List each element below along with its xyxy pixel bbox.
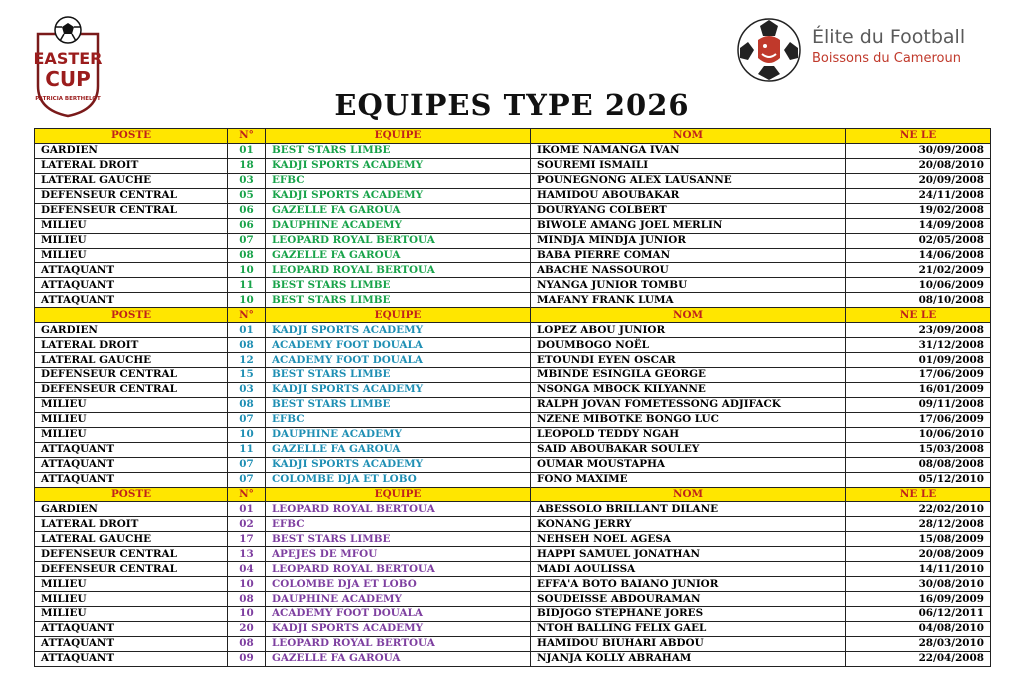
birth-date-cell: 21/02/2009 — [846, 263, 991, 278]
position-cell: LATERAL DROIT — [35, 517, 228, 532]
birth-date-cell: 14/11/2010 — [846, 562, 991, 577]
number-cell: 08 — [228, 636, 266, 651]
birth-date-cell: 08/10/2008 — [846, 293, 991, 308]
table-row — [35, 592, 991, 607]
table-row — [35, 382, 991, 397]
number-cell: 02 — [228, 517, 266, 532]
player-name-cell: HAMIDOU BIUHARI ABDOU — [531, 636, 846, 651]
number-cell: 11 — [228, 278, 266, 293]
team-cell: EFBC — [266, 412, 531, 427]
position-cell: MILIEU — [35, 412, 228, 427]
number-cell: 04 — [228, 562, 266, 577]
position-cell: MILIEU — [35, 427, 228, 442]
team-cell: ACADEMY FOOT DOUALA — [266, 353, 531, 368]
header-equipe: EQUIPE — [266, 129, 531, 144]
number-cell: 08 — [228, 338, 266, 353]
header-equipe: EQUIPE — [266, 487, 531, 502]
team-cell: EFBC — [266, 517, 531, 532]
birth-date-cell: 15/03/2008 — [846, 442, 991, 457]
birth-date-cell: 23/09/2008 — [846, 323, 991, 338]
header-poste: POSTE — [35, 308, 228, 323]
player-name-cell: POUNEGNONG ALEX LAUSANNE — [531, 173, 846, 188]
position-cell: ATTAQUANT — [35, 263, 228, 278]
team-cell: BEST STARS LIMBE — [266, 368, 531, 383]
position-cell: GARDIEN — [35, 143, 228, 158]
header-ne-le: NE LE — [846, 308, 991, 323]
number-cell: 10 — [228, 293, 266, 308]
page-title: EQUIPES TYPE 2026 — [334, 88, 690, 122]
number-cell: 07 — [228, 233, 266, 248]
team-cell: BEST STARS LIMBE — [266, 397, 531, 412]
number-cell: 05 — [228, 188, 266, 203]
header-ne-le: NE LE — [846, 129, 991, 144]
table-row — [35, 173, 991, 188]
team-cell: BEST STARS LIMBE — [266, 278, 531, 293]
position-cell: DEFENSEUR CENTRAL — [35, 547, 228, 562]
team-cell: GAZELLE FA GAROUA — [266, 651, 531, 666]
number-cell: 11 — [228, 442, 266, 457]
team-cell: KADJI SPORTS ACADEMY — [266, 382, 531, 397]
table-row — [35, 502, 991, 517]
team-cell: ACADEMY FOOT DOUALA — [266, 338, 531, 353]
player-name-cell: NJANJA KOLLY ABRAHAM — [531, 651, 846, 666]
position-cell: DEFENSEUR CENTRAL — [35, 203, 228, 218]
player-name-cell: SOUREMI ISMAILI — [531, 158, 846, 173]
team-cell: GAZELLE FA GAROUA — [266, 442, 531, 457]
logo-text-line1: EASTER — [33, 49, 103, 68]
birth-date-cell: 28/12/2008 — [846, 517, 991, 532]
team-cell: KADJI SPORTS ACADEMY — [266, 457, 531, 472]
table-row — [35, 517, 991, 532]
number-cell: 10 — [228, 427, 266, 442]
logo-text-line3: PATRICIA BERTHELOT — [35, 96, 101, 102]
player-name-cell: MAFANY FRANK LUMA — [531, 293, 846, 308]
table-row — [35, 158, 991, 173]
team-cell: APEJES DE MFOU — [266, 547, 531, 562]
team-cell: LEOPARD ROYAL BERTOUA — [266, 636, 531, 651]
birth-date-cell: 06/12/2011 — [846, 607, 991, 622]
table-row — [35, 278, 991, 293]
table-row — [35, 562, 991, 577]
position-cell: ATTAQUANT — [35, 293, 228, 308]
position-cell: LATERAL GAUCHE — [35, 353, 228, 368]
team-cell: KADJI SPORTS ACADEMY — [266, 188, 531, 203]
birth-date-cell: 22/04/2008 — [846, 651, 991, 666]
player-name-cell: RALPH JOVAN FOMETESSONG ADJIFACK — [531, 397, 846, 412]
team-cell: LEOPARD ROYAL BERTOUA — [266, 233, 531, 248]
position-cell: ATTAQUANT — [35, 278, 228, 293]
table-row — [35, 218, 991, 233]
number-cell: 09 — [228, 651, 266, 666]
birth-date-cell: 22/02/2010 — [846, 502, 991, 517]
number-cell: 06 — [228, 203, 266, 218]
team-cell: COLOMBE DJA ET LOBO — [266, 472, 531, 487]
table-row — [35, 577, 991, 592]
number-cell: 08 — [228, 248, 266, 263]
birth-date-cell: 20/08/2009 — [846, 547, 991, 562]
table-header-row — [35, 487, 991, 502]
team-cell: DAUPHINE ACADEMY — [266, 427, 531, 442]
position-cell: MILIEU — [35, 233, 228, 248]
position-cell: MILIEU — [35, 248, 228, 263]
birth-date-cell: 31/12/2008 — [846, 338, 991, 353]
birth-date-cell: 14/09/2008 — [846, 218, 991, 233]
position-cell: ATTAQUANT — [35, 651, 228, 666]
position-cell: MILIEU — [35, 218, 228, 233]
team-cell: GAZELLE FA GAROUA — [266, 248, 531, 263]
birth-date-cell: 10/06/2010 — [846, 427, 991, 442]
player-name-cell: MBINDE ESINGILA GEORGE — [531, 368, 846, 383]
header-ne-le: NE LE — [846, 487, 991, 502]
table-row — [35, 203, 991, 218]
player-name-cell: KONANG JERRY — [531, 517, 846, 532]
team-cell: DAUPHINE ACADEMY — [266, 592, 531, 607]
number-cell: 01 — [228, 323, 266, 338]
birth-date-cell: 24/11/2008 — [846, 188, 991, 203]
team-cell: KADJI SPORTS ACADEMY — [266, 323, 531, 338]
birth-date-cell: 30/08/2010 — [846, 577, 991, 592]
position-cell: DEFENSEUR CENTRAL — [35, 382, 228, 397]
team-cell: BEST STARS LIMBE — [266, 532, 531, 547]
birth-date-cell: 10/06/2009 — [846, 278, 991, 293]
header-nom: NOM — [531, 487, 846, 502]
player-name-cell: IKOME NAMANGA IVAN — [531, 143, 846, 158]
position-cell: ATTAQUANT — [35, 621, 228, 636]
birth-date-cell: 30/09/2008 — [846, 143, 991, 158]
player-name-cell: HAPPI SAMUEL JONATHAN — [531, 547, 846, 562]
player-name-cell: NZENE MIBOTKE BONGO LUC — [531, 412, 846, 427]
birth-date-cell: 08/08/2008 — [846, 457, 991, 472]
table-row — [35, 442, 991, 457]
player-name-cell: OUMAR MOUSTAPHA — [531, 457, 846, 472]
position-cell: LATERAL GAUCHE — [35, 532, 228, 547]
team-cell: LEOPARD ROYAL BERTOUA — [266, 263, 531, 278]
number-cell: 01 — [228, 502, 266, 517]
number-cell: 07 — [228, 457, 266, 472]
team-cell: DAUPHINE ACADEMY — [266, 218, 531, 233]
brand-subtitle: Boissons du Cameroun — [812, 51, 961, 66]
number-cell: 10 — [228, 607, 266, 622]
number-cell: 20 — [228, 621, 266, 636]
table-row — [35, 457, 991, 472]
player-name-cell: FONO MAXIME — [531, 472, 846, 487]
position-cell: LATERAL GAUCHE — [35, 173, 228, 188]
number-cell: 13 — [228, 547, 266, 562]
table-row — [35, 293, 991, 308]
birth-date-cell: 28/03/2010 — [846, 636, 991, 651]
player-name-cell: ETOUNDI EYEN OSCAR — [531, 353, 846, 368]
player-name-cell: BIDJOGO STEPHANE JORES — [531, 607, 846, 622]
player-name-cell: NTOH BALLING FELIX GAEL — [531, 621, 846, 636]
table-row — [35, 263, 991, 278]
position-cell: MILIEU — [35, 592, 228, 607]
table-row — [35, 621, 991, 636]
table-row — [35, 427, 991, 442]
table-row — [35, 636, 991, 651]
position-cell: ATTAQUANT — [35, 636, 228, 651]
player-name-cell: EFFA'A BOTO BAIANO JUNIOR — [531, 577, 846, 592]
position-cell: DEFENSEUR CENTRAL — [35, 368, 228, 383]
number-cell: 12 — [228, 353, 266, 368]
position-cell: DEFENSEUR CENTRAL — [35, 188, 228, 203]
number-cell: 01 — [228, 143, 266, 158]
player-name-cell: ABESSOLO BRILLANT DILANE — [531, 502, 846, 517]
table-row — [35, 607, 991, 622]
position-cell: GARDIEN — [35, 323, 228, 338]
team-cell: BEST STARS LIMBE — [266, 143, 531, 158]
team-cell: EFBC — [266, 173, 531, 188]
header-equipe: EQUIPE — [266, 308, 531, 323]
table-row — [35, 248, 991, 263]
birth-date-cell: 17/06/2009 — [846, 412, 991, 427]
number-cell: 18 — [228, 158, 266, 173]
table-row — [35, 472, 991, 487]
lineup-table — [34, 128, 991, 667]
player-name-cell: LEOPOLD TEDDY NGAH — [531, 427, 846, 442]
table-header-row — [35, 308, 991, 323]
team-cell: ACADEMY FOOT DOUALA — [266, 607, 531, 622]
table-row — [35, 233, 991, 248]
position-cell: DEFENSEUR CENTRAL — [35, 562, 228, 577]
position-cell: LATERAL DROIT — [35, 338, 228, 353]
number-cell: 10 — [228, 577, 266, 592]
team-cell: LEOPARD ROYAL BERTOUA — [266, 502, 531, 517]
position-cell: ATTAQUANT — [35, 442, 228, 457]
logo-text-line2: CUP — [45, 67, 91, 91]
position-cell: GARDIEN — [35, 502, 228, 517]
player-name-cell: DOURYANG COLBERT — [531, 203, 846, 218]
birth-date-cell: 16/01/2009 — [846, 382, 991, 397]
player-name-cell: NYANGA JUNIOR TOMBU — [531, 278, 846, 293]
player-name-cell: DOUMBOGO NOËL — [531, 338, 846, 353]
header-numero: N° — [228, 308, 266, 323]
position-cell: MILIEU — [35, 577, 228, 592]
player-name-cell: ABACHE NASSOUROU — [531, 263, 846, 278]
number-cell: 15 — [228, 368, 266, 383]
birth-date-cell: 19/02/2008 — [846, 203, 991, 218]
team-cell: KADJI SPORTS ACADEMY — [266, 621, 531, 636]
header-numero: N° — [228, 129, 266, 144]
table-row — [35, 188, 991, 203]
player-name-cell: LOPEZ ABOU JUNIOR — [531, 323, 846, 338]
table-row — [35, 397, 991, 412]
team-cell: LEOPARD ROYAL BERTOUA — [266, 562, 531, 577]
header-numero: N° — [228, 487, 266, 502]
position-cell: ATTAQUANT — [35, 472, 228, 487]
number-cell: 03 — [228, 173, 266, 188]
number-cell: 07 — [228, 472, 266, 487]
number-cell: 03 — [228, 382, 266, 397]
birth-date-cell: 14/06/2008 — [846, 248, 991, 263]
player-name-cell: MINDJA MINDJA JUNIOR — [531, 233, 846, 248]
table-row — [35, 368, 991, 383]
position-cell: LATERAL DROIT — [35, 158, 228, 173]
team-cell: GAZELLE FA GAROUA — [266, 203, 531, 218]
birth-date-cell: 20/08/2010 — [846, 158, 991, 173]
team-cell: KADJI SPORTS ACADEMY — [266, 158, 531, 173]
birth-date-cell: 15/08/2009 — [846, 532, 991, 547]
number-cell: 10 — [228, 263, 266, 278]
birth-date-cell: 16/09/2009 — [846, 592, 991, 607]
player-name-cell: NSONGA MBOCK KILYANNE — [531, 382, 846, 397]
table-row — [35, 353, 991, 368]
number-cell: 07 — [228, 412, 266, 427]
header-poste: POSTE — [35, 487, 228, 502]
table-row — [35, 412, 991, 427]
number-cell: 08 — [228, 397, 266, 412]
table-row — [35, 323, 991, 338]
birth-date-cell: 05/12/2010 — [846, 472, 991, 487]
player-name-cell: SOUDEISSE ABDOURAMAN — [531, 592, 846, 607]
lineup-table-body — [35, 129, 991, 667]
birth-date-cell: 04/08/2010 — [846, 621, 991, 636]
table-row — [35, 651, 991, 666]
elite-football-logo — [734, 14, 974, 86]
table-row — [35, 338, 991, 353]
player-name-cell: HAMIDOU ABOUBAKAR — [531, 188, 846, 203]
table-header-row — [35, 129, 991, 144]
player-name-cell: NEHSEH NOEL AGESA — [531, 532, 846, 547]
birth-date-cell: 20/09/2008 — [846, 173, 991, 188]
birth-date-cell: 01/09/2008 — [846, 353, 991, 368]
header-nom: NOM — [531, 129, 846, 144]
number-cell: 06 — [228, 218, 266, 233]
team-cell: COLOMBE DJA ET LOBO — [266, 577, 531, 592]
soccer-ball-icon — [55, 17, 81, 43]
number-cell: 17 — [228, 532, 266, 547]
team-cell: BEST STARS LIMBE — [266, 293, 531, 308]
table-row — [35, 532, 991, 547]
number-cell: 08 — [228, 592, 266, 607]
header-nom: NOM — [531, 308, 846, 323]
birth-date-cell: 17/06/2009 — [846, 368, 991, 383]
position-cell: ATTAQUANT — [35, 457, 228, 472]
position-cell: MILIEU — [35, 397, 228, 412]
player-name-cell: SAID ABOUBAKAR SOULEY — [531, 442, 846, 457]
position-cell: MILIEU — [35, 607, 228, 622]
player-name-cell: BABA PIERRE COMAN — [531, 248, 846, 263]
birth-date-cell: 02/05/2008 — [846, 233, 991, 248]
header-poste: POSTE — [35, 129, 228, 144]
brand-name: Élite du Football — [812, 26, 966, 48]
table-row — [35, 547, 991, 562]
lion-ball-icon — [734, 14, 804, 84]
table-row — [35, 143, 991, 158]
player-name-cell: MADI AOULISSA — [531, 562, 846, 577]
birth-date-cell: 09/11/2008 — [846, 397, 991, 412]
player-name-cell: BIWOLE AMANG JOEL MERLIN — [531, 218, 846, 233]
